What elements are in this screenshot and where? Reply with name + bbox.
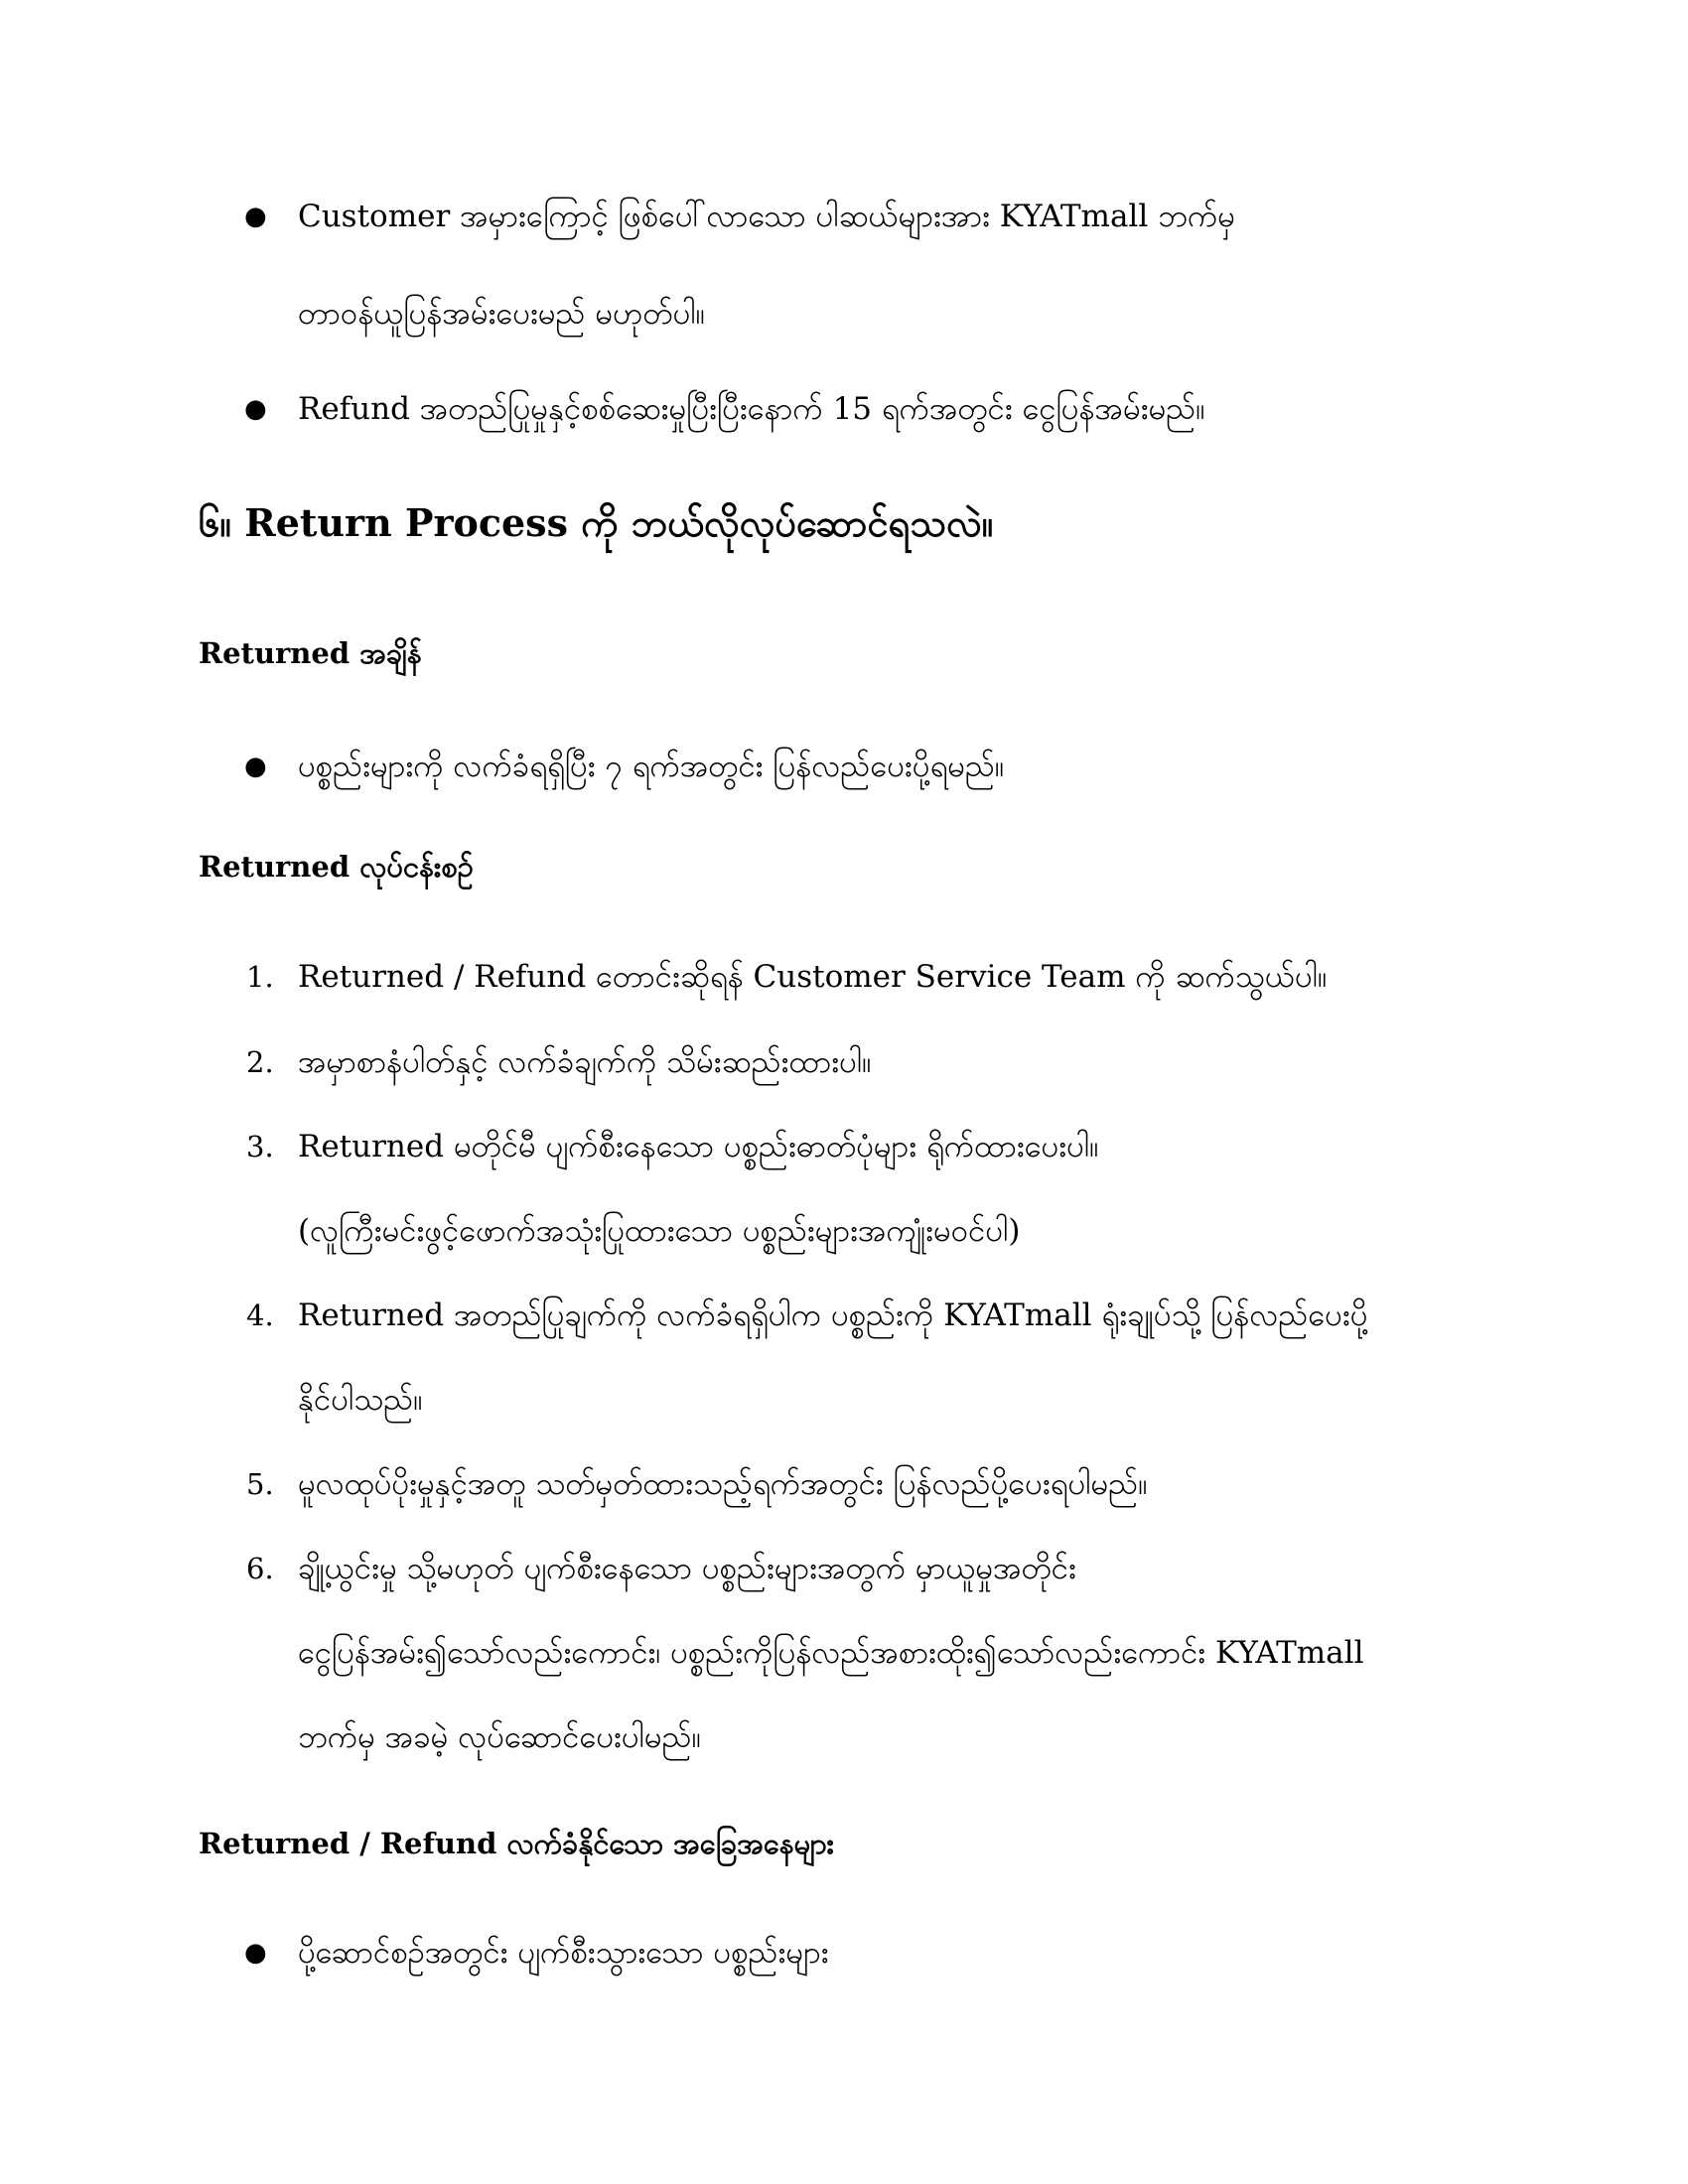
list-number: 4. <box>246 1298 274 1332</box>
bullet-text: ပို့ဆောင်စဉ်အတွင်း ပျက်စီးသွားသော ပစ္စည်းများ <box>298 1935 829 1971</box>
bullet-text: တာဝန်ယူပြန်အမ်းပေးမည် မဟုတ်ပါ။ <box>298 296 706 332</box>
bullet-marker: ● <box>244 202 267 231</box>
list-number: 3. <box>246 1130 274 1163</box>
list-item-text: ငွေပြန်အမ်း၍သော်လည်းကောင်း၊ ပစ္စည်းကိုပြန်လည်အစားထိုး၍သော်လည်းကောင်း KYATmall <box>298 1635 1364 1671</box>
section-heading: ၆။ Return Process ကို ဘယ်လိုလုပ်ဆောင်ရသလဲ။ <box>199 500 994 545</box>
bullet-text: ပစ္စည်းများကို လက်ခံရရှိပြီး ၇ ရက်အတွင်း ပြန်လည်ပေးပို့ရမည်။ <box>298 749 1005 784</box>
list-item-text: အမှာစာနံပါတ်နှင့် လက်ခံချက်ကို သိမ်းဆည်းထားပါ။ <box>298 1044 872 1080</box>
list-item-text: Returned / Refund တောင်းဆိုရန် Customer Service Team ကို ဆက်သွယ်ပါ။ <box>298 959 1328 995</box>
list-item-text: Returned မတိုင်မီ ပျက်စီးနေသော ပစ္စည်းဓာတ်ပုံများ ရိုက်ထားပေးပါ။ <box>298 1129 1099 1164</box>
bullet-text: Refund အတည်ပြုမှုနှင့်စစ်ဆေးမှုပြီးပြီးနောက် 15 ရက်အတွင်း ငွေပြန်အမ်းမည်။ <box>298 391 1205 427</box>
returned-time-heading: Returned အချိန် <box>199 636 422 670</box>
list-item-text: နိုင်ပါသည်။ <box>298 1382 423 1418</box>
bullet-marker: ● <box>244 394 267 424</box>
list-number: 2. <box>246 1045 274 1079</box>
bullet-marker: ● <box>244 751 267 781</box>
list-item-text: ဘက်မှ အခမဲ့ လုပ်ဆောင်ပေးပါမည်။ <box>298 1719 701 1755</box>
list-item-text: ချို့ယွင်းမှု သို့မဟုတ် ပျက်စီးနေသော ပစ္စည်းများအတွက် မှာယူမှုအတိုင်း <box>298 1551 1076 1586</box>
accepted-conditions-heading: Returned / Refund လက်ခံနိုင်သော အခြေအနေများ <box>199 1827 835 1860</box>
list-item-text: Returned အတည်ပြုချက်ကို လက်ခံရရှိပါက ပစ္စည်းကို KYATmall ရုံးချုပ်သို့ ပြန်လည်ပေးပို့ <box>298 1297 1368 1333</box>
list-item-text: (လူကြီးမင်းဖွင့်ဖောက်အသုံးပြုထားသော ပစ္စည်းများအကျုံးမဝင်ပါ) <box>298 1213 1021 1249</box>
returned-procedure-heading: Returned လုပ်ငန်းစဉ် <box>199 850 474 884</box>
list-number: 5. <box>246 1467 274 1501</box>
list-item-text: မူလထုပ်ပိုးမှုနှင့်အတူ သတ်မှတ်ထားသည့်ရက်အတွင်း ပြန်လည်ပို့ပေးရပါမည်။ <box>298 1466 1148 1502</box>
list-number: 1. <box>246 960 274 994</box>
bullet-text: Customer အမှားကြောင့် ဖြစ်ပေါ်လာသော ပါဆယ်များအား KYATmall ဘက်မှ <box>298 199 1236 234</box>
list-number: 6. <box>246 1552 274 1585</box>
bullet-marker: ● <box>244 1938 267 1968</box>
